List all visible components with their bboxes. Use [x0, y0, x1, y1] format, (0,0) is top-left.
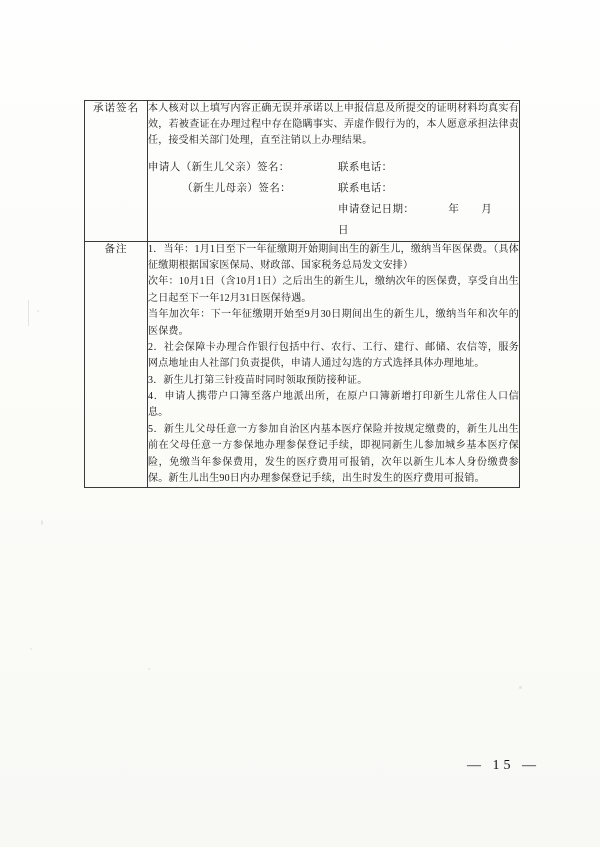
- scan-speck: [37, 310, 39, 312]
- commitment-label-cell: [85, 101, 148, 242]
- signature-row-mother: [148, 178, 519, 199]
- application-date-line: [148, 199, 519, 241]
- note-item: 4．申请人携带户口簿至落户地派出所，在原户口簿新增打印新生儿常住人口信息。: [148, 391, 519, 419]
- note-item: 3．新生儿打第三针疫苗时同时领取预防接种证。: [148, 374, 368, 386]
- date-year-unit: 年: [448, 203, 460, 215]
- scan-speck: [519, 686, 522, 689]
- notes-body-cell: [148, 241, 520, 488]
- application-date-label: 申请登记日期：: [338, 203, 415, 215]
- scan-speck: [41, 520, 43, 525]
- commitment-body-cell: [148, 101, 520, 242]
- signature-lines: [148, 157, 519, 241]
- note-item: 当年加次年：下一年征缴期开始至9月30日期间出生的新生儿，缴纳当年和次年的医保费。: [148, 309, 519, 337]
- notes-list: [148, 242, 519, 488]
- scan-speck: [148, 668, 150, 670]
- signature-row-father: [148, 157, 519, 178]
- father-phone-label: 联系电话：: [338, 161, 393, 173]
- notes-row: [85, 241, 520, 488]
- note-item: 5．新生儿父母任意一方参加自治区内基本医疗保险并按规定缴费的，新生儿出生前在父母任意一方参保地办理参保登记手续，即视同新生儿参加城乡基本医疗保险，免缴当年参保费用，发生的医疗费用可报销，次年以新生儿本人身份缴费参保。新生儿出生90日内办理参保登记手续，出生时发生的医疗费用可报销。: [148, 423, 519, 485]
- notes-label: 备注: [104, 243, 128, 255]
- date-month-unit: 月: [481, 203, 493, 215]
- father-signature-label: 申请人（新生儿父亲）签名：: [148, 161, 290, 173]
- note-item: 2．社会保障卡办理合作银行包括中行、农行、工行、建行、邮储、农信等，服务网点地址由人社部门负责提供，申请人通过勾选的方式选择具体办理地址。: [148, 341, 519, 370]
- commitment-row: [85, 101, 520, 242]
- page-number: — 15 —: [467, 758, 540, 773]
- notes-label-cell: [85, 241, 148, 488]
- scan-speck: [30, 648, 32, 650]
- commitment-and-notes-table: [84, 100, 520, 488]
- commitment-statement: 本人核对以上填写内容正确无误并承诺以上申报信息及所提交的证明材料均真实有效，若被查证在办理过程中存在隐瞒事实、弄虚作假行为的，本人愿意承担法律责任，接受相关部门处理，直至注销以上办理结果。: [148, 103, 519, 147]
- commitment-label: 承诺签名: [93, 103, 139, 114]
- note-item: 次年：10月1日（含10月1日）之后出生的新生儿，缴纳次年的医保费，享受自出生之日起至下一年12月31日医保待遇。: [148, 276, 519, 304]
- note-item: 1．当年：1月1日至下一年征缴期开始期间出生的新生儿，缴纳当年医保费。（具体征缴期根据国家医保局、财政部、国家税务总局发文安排）: [148, 243, 519, 271]
- scan-edge-mark: [28, 300, 29, 326]
- date-day-unit: 日: [338, 224, 349, 236]
- mother-phone-label: 联系电话：: [338, 182, 393, 194]
- mother-signature-label: （新生儿母亲）签名：: [182, 182, 291, 194]
